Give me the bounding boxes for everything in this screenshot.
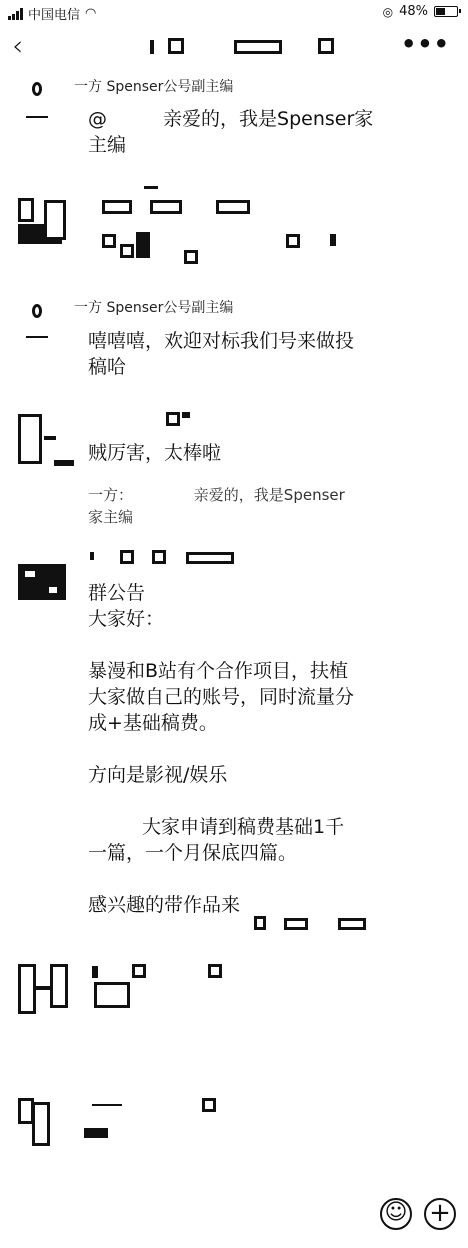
mention-at: @: [88, 108, 107, 130]
message-line: 亲爱的，我是Spenser家: [163, 108, 374, 130]
sender-name: 一方 Spenser公号副主编: [74, 300, 234, 316]
message-line: 稿哈: [88, 356, 127, 378]
avatar[interactable]: [18, 198, 68, 250]
chat-title-obscured: [140, 36, 340, 60]
avatar[interactable]: [18, 1098, 68, 1150]
message-text: [88, 328, 388, 380]
quote-line: 家主编: [88, 508, 134, 526]
message-obscured: [254, 914, 374, 934]
announcement-line: 一篇，一个月保底四篇。: [88, 842, 298, 864]
announcement-line: 大家做自己的账号，同时流量分: [88, 686, 355, 708]
quote-line: 亲爱的，我是Spenser: [193, 486, 345, 504]
announcement-line: 大家好：: [88, 608, 165, 630]
announcement-line: 大家申请到稿费基础1千: [142, 816, 345, 838]
avatar[interactable]: [22, 298, 56, 344]
location-icon: ◎: [382, 4, 394, 19]
nav-bar: [0, 28, 468, 68]
emoji-icon[interactable]: ☺: [380, 1198, 412, 1230]
more-dots-icon[interactable]: •••: [400, 30, 450, 58]
signal-icon: [8, 8, 23, 20]
status-bar: [0, 0, 468, 26]
announcement-line: 感兴趣的带作品来: [88, 894, 241, 916]
avatar[interactable]: [18, 564, 68, 600]
quoted-message: [88, 484, 388, 528]
status-right: [383, 4, 458, 19]
status-left: [8, 4, 96, 23]
carrier-label: 中国电信: [28, 8, 81, 23]
chevron-left-icon[interactable]: ‹: [12, 29, 24, 62]
plus-icon[interactable]: +: [424, 1198, 456, 1230]
quote-prefix: 一方：: [88, 486, 134, 504]
announcement-line: 成+基础稿费。: [88, 712, 218, 734]
battery-percent: 48%: [399, 4, 428, 19]
message-obscured: [92, 964, 252, 1008]
message-line: 嘻嘻嘻，欢迎对标我们号来做投: [88, 330, 355, 352]
wifi-icon: ◠: [85, 6, 97, 21]
announcement-line: 暴漫和B站有个合作项目，扶植: [88, 660, 349, 682]
message-obscured: [84, 1098, 224, 1142]
message-line: 主编: [88, 134, 127, 156]
avatar[interactable]: [18, 414, 68, 466]
message-text: [88, 106, 388, 158]
battery-icon: [434, 6, 458, 17]
announcement-text: [88, 580, 398, 918]
announcement-line: 方向是影视/娱乐: [88, 764, 228, 786]
message-obscured: [166, 412, 196, 428]
message-text: 贼厉害，太棒啦: [88, 442, 222, 464]
sender-name-obscured: [90, 548, 240, 568]
message-obscured: [100, 186, 360, 270]
avatar[interactable]: [22, 76, 56, 122]
announcement-title: 群公告: [88, 582, 146, 604]
avatar[interactable]: [18, 964, 68, 1016]
sender-name: 一方 Spenser公号副主编: [74, 79, 234, 95]
